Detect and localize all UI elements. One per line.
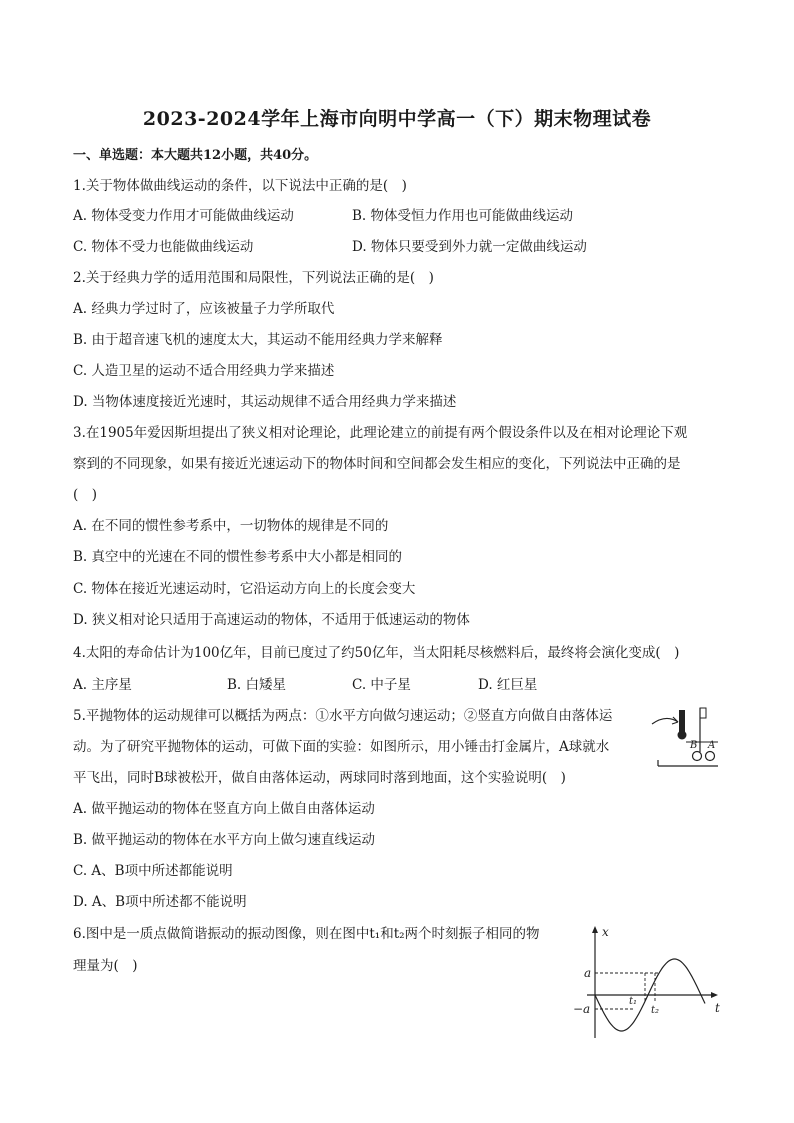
q1-option-b: B. 物体受恒力作用也可能做曲线运动 — [352, 208, 574, 224]
q1-option-c: C. 物体不受力也能做曲线运动 — [73, 239, 254, 255]
q2-option-b: B. 由于超音速飞机的速度太大，其运动不能用经典力学来解释 — [73, 332, 443, 348]
q4-option-d: D. 红巨星 — [478, 677, 538, 693]
page-title: 2023-2024学年上海市向明中学高一（下）期末物理试卷 — [142, 108, 652, 130]
q5-option-d: D. A、B项中所述都不能说明 — [73, 894, 247, 910]
t-axis-label: t — [715, 1001, 720, 1015]
q6-stem-line1: 6.图中是一质点做简谐振动的振动图像，则在图中t₁和t₂两个时刻振子相同的物 — [73, 926, 540, 942]
q4-option-a: A. 主序星 — [73, 677, 132, 693]
x-axis-label: x — [602, 925, 609, 939]
stand-flag — [700, 708, 706, 718]
label-a: A — [708, 740, 716, 751]
q3-stem-line3: ( ) — [73, 487, 98, 503]
q5-option-b: B. 做平抛运动的物体在水平方向上做匀速直线运动 — [73, 832, 376, 848]
q5-apparatus-figure — [648, 702, 720, 770]
q5-stem-line2: 动。为了研究平抛物体的运动，可做下面的实验：如图所示，用小锤击打金属片，A球就水 — [73, 739, 610, 755]
q1-option-d: D. 物体只要受到外力就一定做曲线运动 — [352, 239, 587, 255]
q3-option-d: D. 狭义相对论只适用于高速运动的物体，不适用于低速运动的物体 — [73, 612, 470, 628]
q3-option-c: C. 物体在接近光速运动时，它沿运动方向上的长度会变大 — [73, 581, 416, 597]
a-label: a — [584, 966, 592, 980]
q3-option-a: A. 在不同的惯性参考系中，一切物体的规律是不同的 — [73, 518, 389, 534]
q1-option-a: A. 物体受变力作用才可能做曲线运动 — [73, 208, 294, 224]
q5-option-a: A. 做平抛运动的物体在竖直方向上做自由落体运动 — [73, 801, 375, 817]
q3-stem-line1: 3.在1905年爱因斯坦提出了狭义相对论理论，此理论建立的前提有两个假设条件以及在相对论理论下观 — [73, 425, 688, 441]
q4-stem: 4.太阳的寿命估计为100亿年，目前已度过了约50亿年，当太阳耗尽核燃料后，最终将会演化变成( ) — [73, 645, 680, 661]
q2-option-d: D. 当物体速度接近光速时，其运动规律不适合用经典力学来描述 — [73, 394, 457, 410]
q5-option-c: C. A、B项中所述都能说明 — [73, 863, 233, 879]
hammer-handle — [679, 710, 685, 734]
q4-option-c: C. 中子星 — [352, 677, 411, 693]
section-heading: 一、单选题：本大题共12小题，共40分。 — [73, 148, 318, 163]
t1-label: t₁ — [629, 996, 638, 1007]
q2-option-c: C. 人造卫星的运动不适合用经典力学来描述 — [73, 363, 335, 379]
ball-a — [706, 752, 715, 761]
q6-shm-graph — [565, 922, 730, 1044]
q5-stem-line3: 平飞出，同时B球被松开，做自由落体运动，两球同时落到地面，这个实验说明( ) — [73, 770, 566, 786]
label-b: B — [690, 740, 698, 751]
ball-b — [693, 752, 702, 761]
t-axis-arrow — [711, 992, 718, 998]
q1-stem: 1.关于物体做曲线运动的条件，以下说法中正确的是( ) — [73, 178, 407, 194]
x-axis-arrow — [592, 926, 598, 933]
hammer-head — [678, 731, 687, 740]
q3-option-b: B. 真空中的光速在不同的惯性参考系中大小都是相同的 — [73, 549, 403, 565]
q6-stem-line2: 理量为( ) — [73, 958, 138, 974]
q2-option-a: A. 经典力学过时了，应该被量子力学所取代 — [73, 301, 335, 317]
t2-label: t₂ — [651, 1005, 660, 1016]
q5-stem-line1: 5.平抛物体的运动规律可以概括为两点：①水平方向做匀速运动；②竖直方向做自由落体运 — [73, 708, 613, 724]
q2-stem: 2.关于经典力学的适用范围和局限性，下列说法正确的是( ) — [73, 270, 434, 286]
q3-stem-line2: 察到的不同现象，如果有接近光速运动下的物体时间和空间都会发生相应的变化，下列说法中正确的是 — [73, 456, 681, 472]
q4-option-b: B. 白矮星 — [227, 677, 287, 693]
neg-a-label: −a — [573, 1002, 591, 1016]
